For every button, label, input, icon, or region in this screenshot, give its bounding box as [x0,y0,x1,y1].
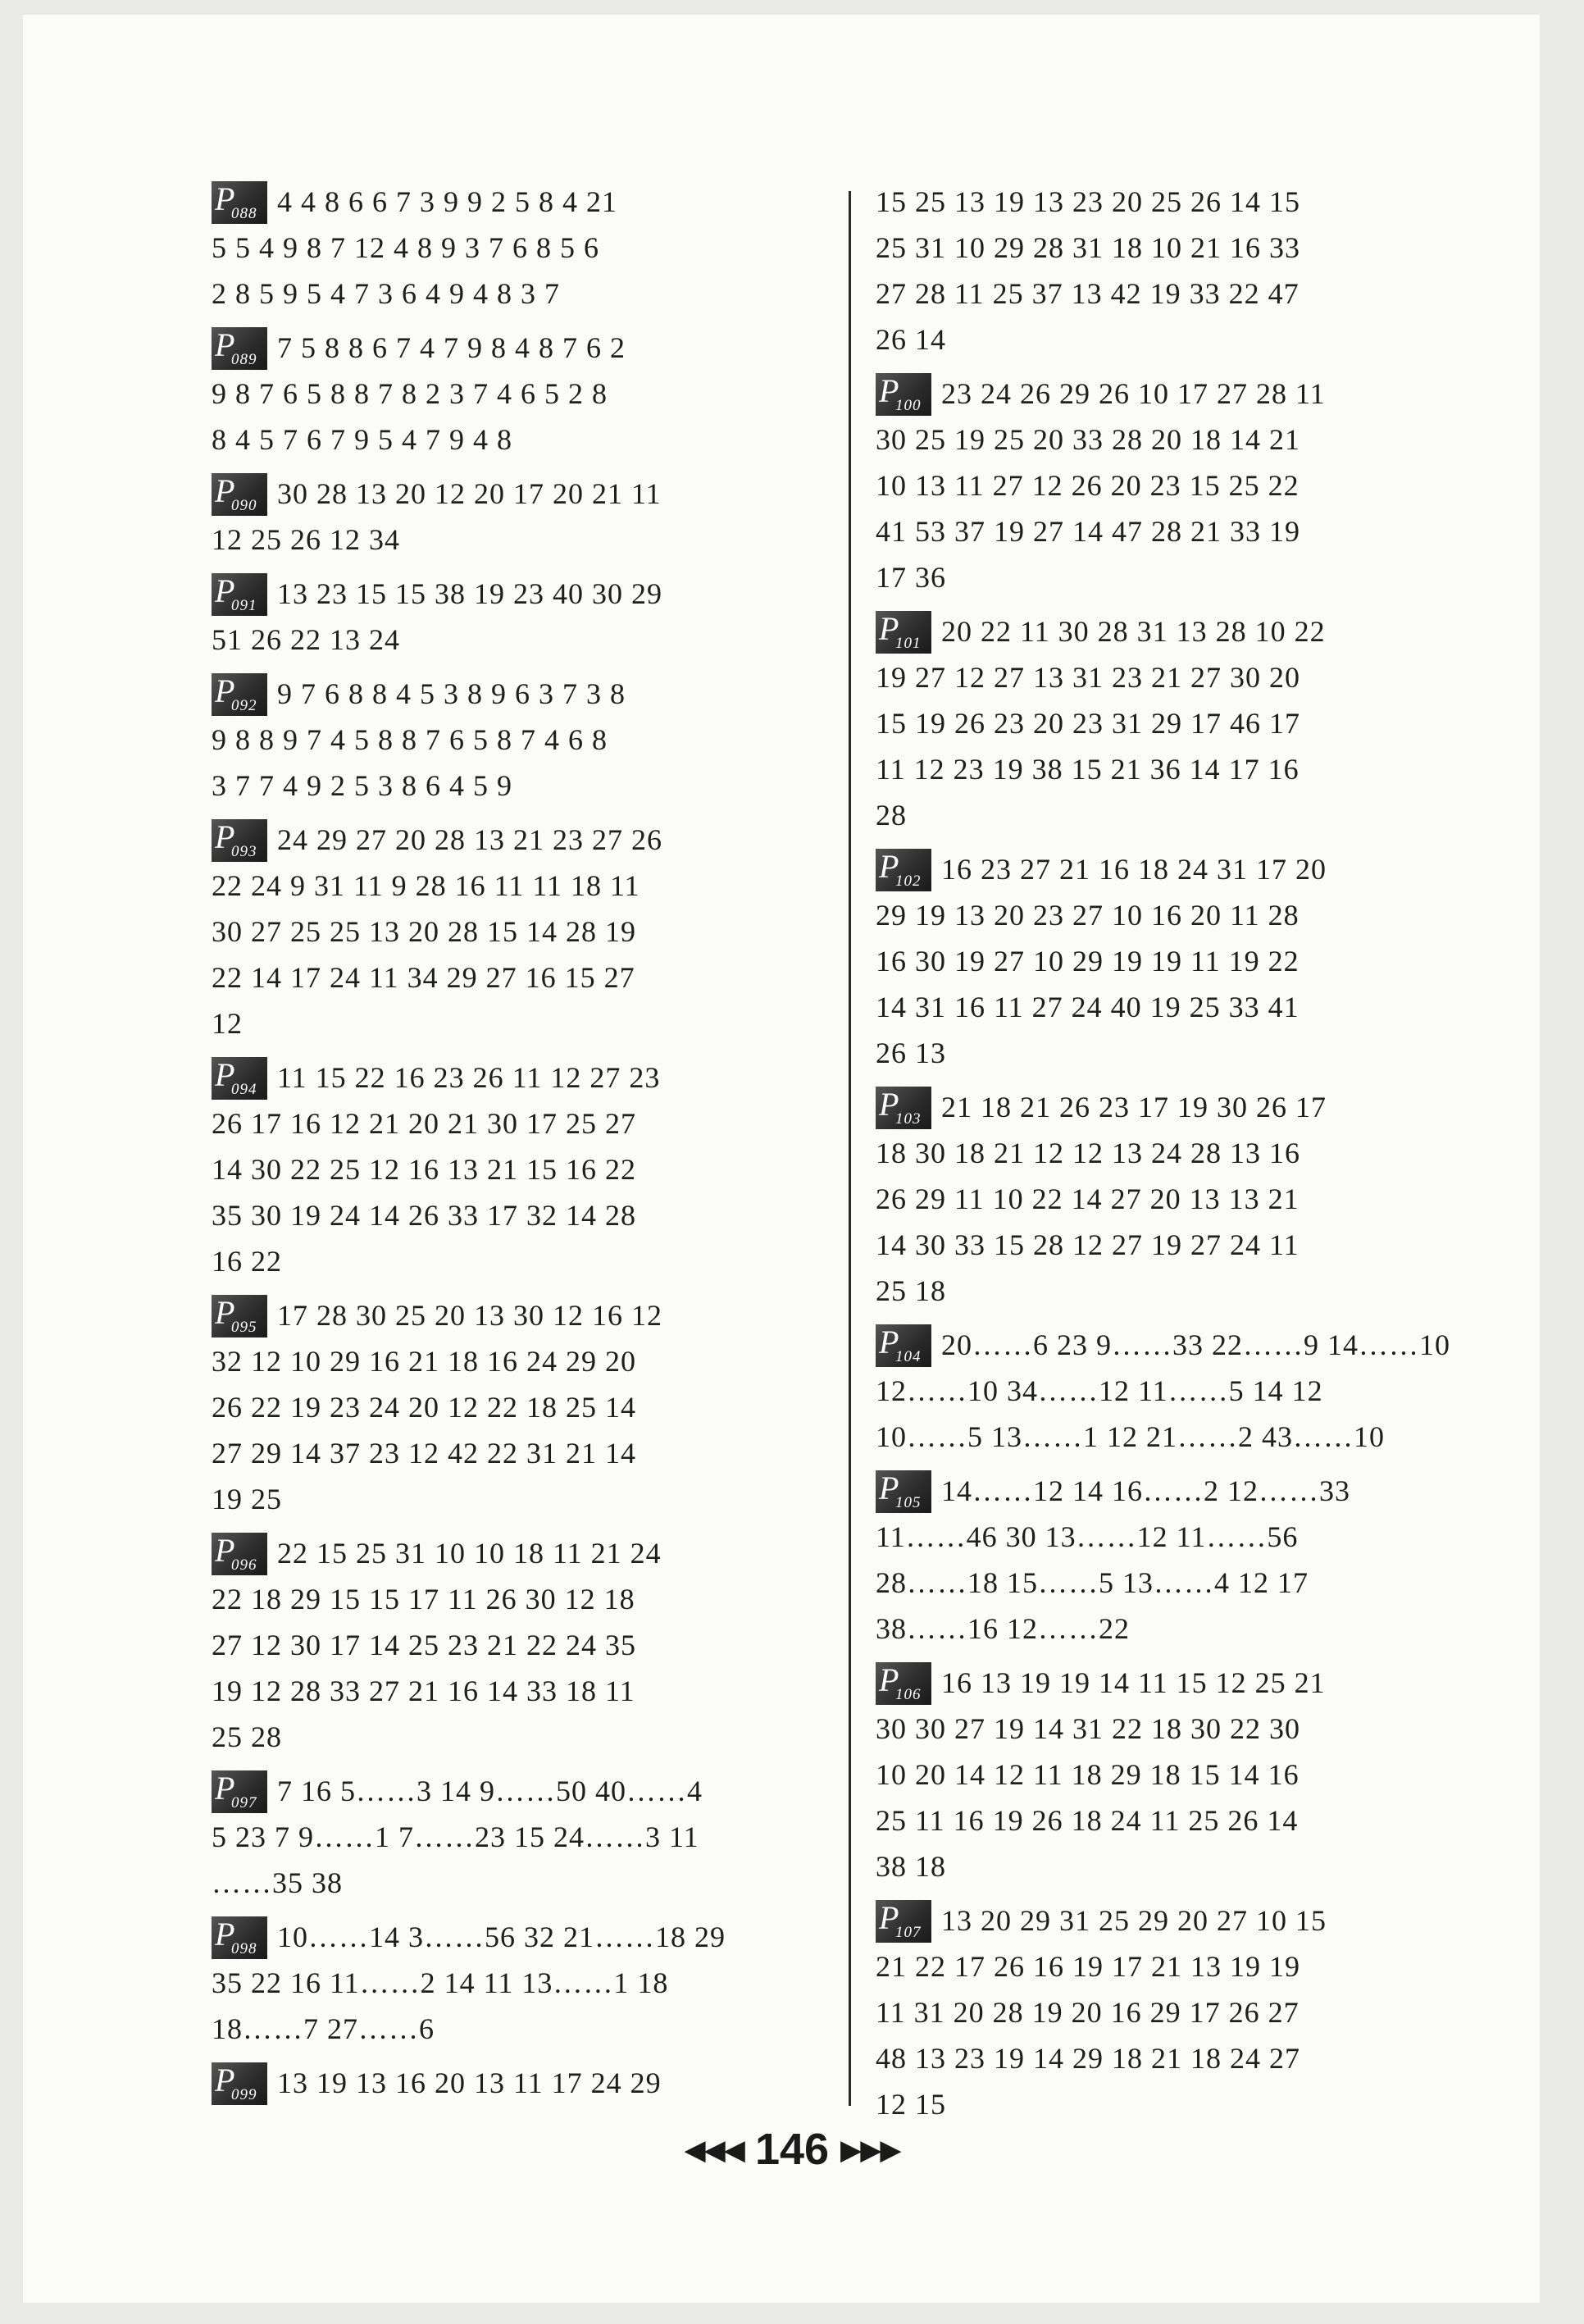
answer-line [876,1660,1507,1706]
answer-text: 14 30 33 15 28 12 27 19 27 24 11 [876,1228,1300,1261]
answer-line [212,417,835,463]
page-badge [212,1533,267,1575]
answer-text: 16 30 19 27 10 29 19 19 11 19 22 [876,945,1300,977]
answer-text: 20……6 23 9……33 22……9 14……10 [941,1328,1450,1361]
answer-line [212,1430,835,1476]
page-badge-letter: P [215,1769,236,1807]
answer-line [876,417,1507,463]
page-badge-letter: P [215,472,236,509]
answer-line [212,1000,835,1046]
answer-line [212,517,835,563]
answer-section [212,1914,835,2052]
answer-line [212,1192,835,1238]
column-divider [849,191,851,2106]
answer-text: 25 31 10 29 28 31 18 10 21 16 33 [876,231,1300,264]
answer-line [212,325,835,371]
answer-line [876,179,1507,225]
page-badge-number: 104 [895,1347,922,1365]
answer-section [876,371,1507,600]
answer-text: 30 28 13 20 12 20 17 20 21 11 [277,477,662,510]
answer-text: 14 30 22 25 12 16 13 21 15 16 22 [212,1153,636,1186]
answer-text: 22 18 29 15 15 17 11 26 30 12 18 [212,1583,635,1615]
page-badge-letter: P [879,371,900,409]
answer-line [876,1268,1507,1314]
answer-line [212,763,835,809]
answer-text: 32 12 10 29 16 21 18 16 24 29 20 [212,1345,636,1378]
answer-text: 22 15 25 31 10 10 18 11 21 24 [277,1537,662,1570]
answer-line [876,700,1507,746]
answer-text: 10……5 13……1 12 21……2 43……10 [876,1420,1385,1453]
answer-line [212,271,835,317]
left-arrows-icon: ◀◀◀ [684,2135,744,2166]
answer-line [876,792,1507,838]
answer-line [876,225,1507,271]
answer-text: 5 23 7 9……1 7……23 15 24……3 11 [212,1820,699,1853]
answer-text: 22 24 9 31 11 9 28 16 11 11 18 11 [212,869,640,902]
answer-text: 12……10 34……12 11……5 14 12 [876,1374,1323,1407]
answer-line [876,1606,1507,1652]
answer-section [212,179,835,317]
answer-text: 17 28 30 25 20 13 30 12 16 12 [277,1299,662,1332]
page-badge-number: 088 [231,204,257,222]
page-badge [876,1662,931,1705]
page-badge [212,327,267,370]
page-badge [212,2062,267,2105]
answer-line [212,617,835,663]
answer-text: 27 12 30 17 14 25 23 21 22 24 35 [212,1629,636,1661]
answer-line [876,371,1507,417]
answer-line [212,1530,835,1576]
answer-text: 38……16 12……22 [876,1612,1130,1645]
answer-text: 13 20 29 31 25 29 20 27 10 15 [941,1904,1327,1937]
answer-line [212,671,835,717]
answer-text: 23 24 26 29 26 10 17 27 28 11 [941,377,1326,410]
page-badge-number: 091 [231,596,257,614]
answer-line [876,1322,1507,1368]
page-badge-number: 103 [895,1110,922,1128]
answer-line [876,271,1507,317]
answer-section [212,2060,835,2106]
answer-line [212,471,835,517]
answer-line [876,654,1507,700]
answer-line [212,2006,835,2052]
answer-text: 16 22 [212,1245,282,1278]
answer-text: 18 30 18 21 12 12 13 24 28 13 16 [876,1137,1300,1169]
answer-text: 29 19 13 20 23 27 10 16 20 11 28 [876,899,1300,932]
answer-text: 20 22 11 30 28 31 13 28 10 22 [941,615,1326,648]
page-badge-number: 099 [231,2085,257,2103]
answer-text: 10 20 14 12 11 18 29 18 15 14 16 [876,1758,1300,1791]
answer-section [212,471,835,563]
answer-line [876,1989,1507,2035]
answer-line [212,1146,835,1192]
answer-text: 19 25 [212,1483,282,1515]
answer-line [212,1914,835,1960]
page-badge [212,473,267,516]
answer-text: 21 18 21 26 23 17 19 30 26 17 [941,1091,1327,1123]
page-badge-letter: P [215,818,236,855]
page-badge-letter: P [879,1085,900,1123]
answer-line [876,1843,1507,1889]
answer-line [212,863,835,909]
answer-section [876,846,1507,1076]
answer-text: 26 29 11 10 22 14 27 20 13 13 21 [876,1183,1300,1215]
answer-text: 11 31 20 28 19 20 16 29 17 26 27 [876,1996,1300,2029]
answer-line [212,571,835,617]
page-badge [876,373,931,416]
answer-text: 11 12 23 19 38 15 21 36 14 17 16 [876,753,1300,786]
answer-line [212,1860,835,1906]
answer-section [876,1468,1507,1652]
answer-text: 15 25 13 19 13 23 20 25 26 14 15 [876,185,1300,218]
answer-section [212,1768,835,1906]
left-column [212,179,835,2114]
page-badge-number: 090 [231,496,257,514]
page-badge-number: 106 [895,1685,922,1703]
answer-text: 19 12 28 33 27 21 16 14 33 18 11 [212,1675,635,1707]
answer-line [876,1514,1507,1560]
answer-section [876,1660,1507,1889]
answer-text: 26 13 [876,1037,946,1069]
page-badge [876,611,931,654]
answer-line [876,608,1507,654]
answer-text: 7 5 8 8 6 7 4 7 9 8 4 8 7 6 2 [277,331,626,364]
page-badge [212,1916,267,1959]
answer-line [876,938,1507,984]
answer-line [876,463,1507,508]
answer-text: 13 23 15 15 38 19 23 40 30 29 [277,577,662,610]
answer-text: 38 18 [876,1850,946,1883]
answer-line [876,1798,1507,1843]
answer-text: 21 22 17 26 16 19 17 21 13 19 19 [876,1950,1300,1983]
answer-section [876,1322,1507,1460]
page-badge-letter: P [215,180,236,217]
page-badge-letter: P [215,1055,236,1093]
page-badge-letter: P [215,1293,236,1331]
answer-line [876,846,1507,892]
answer-text: 16 13 19 19 14 11 15 12 25 21 [941,1666,1326,1699]
answer-text: 3 7 7 4 9 2 5 3 8 6 4 5 9 [212,769,512,802]
page-badge [212,673,267,716]
page-badge [212,1057,267,1100]
answer-text: 12 25 26 12 34 [212,523,400,556]
page-badge-number: 089 [231,350,257,368]
answer-text: 35 30 19 24 14 26 33 17 32 14 28 [212,1199,636,1232]
answer-line [876,1368,1507,1414]
answer-text: 26 22 19 23 24 20 12 22 18 25 14 [212,1391,636,1424]
page-badge-number: 101 [895,634,922,652]
page-number: 146 [754,2125,830,2174]
page-badge-number: 100 [895,396,922,414]
answer-text: 18……7 27……6 [212,2012,435,2045]
answer-text: 35 22 16 11……2 14 11 13……1 18 [212,1966,669,1999]
answer-line [212,1714,835,1760]
page-badge-number: 105 [895,1493,922,1511]
page-badge [212,1295,267,1337]
answer-text: 24 29 27 20 28 13 21 23 27 26 [277,823,662,856]
answer-line [212,909,835,955]
page-badge-letter: P [879,1469,900,1506]
answer-line [876,1468,1507,1514]
answer-text: 5 5 4 9 8 7 12 4 8 9 3 7 6 8 5 6 [212,231,599,264]
answer-section [876,608,1507,838]
page-badge-number: 107 [895,1923,922,1941]
right-arrows-icon: ▶▶▶ [840,2135,900,2166]
page-badge-letter: P [879,1323,900,1360]
answer-line [212,2060,835,2106]
page-badge-number: 097 [231,1793,257,1811]
answer-text: 25 11 16 19 26 18 24 11 25 26 14 [876,1804,1299,1837]
answer-line [212,1292,835,1338]
answer-text: 10……14 3……56 32 21……18 29 [277,1921,726,1953]
answer-section [212,1530,835,1760]
answer-section [876,1898,1507,2127]
answer-text: 7 16 5……3 14 9……50 40……4 [277,1775,703,1807]
answer-text: 16 23 27 21 16 18 24 31 17 20 [941,853,1327,886]
page-badge [876,1324,931,1367]
answer-line [876,984,1507,1030]
page-badge-letter: P [215,326,236,363]
answer-line [876,1176,1507,1222]
page-badge [876,1470,931,1513]
page-badge-number: 102 [895,872,922,890]
answer-line [212,955,835,1000]
answer-text: 27 29 14 37 23 12 42 22 31 21 14 [212,1437,636,1470]
answer-text: 14……12 14 16……2 12……33 [941,1474,1350,1507]
page-badge-letter: P [879,609,900,647]
answer-line [876,1898,1507,1944]
answer-text: 26 14 [876,323,946,356]
page-badge-number: 095 [231,1318,257,1336]
page-badge-letter: P [215,1531,236,1569]
answer-text: 12 15 [876,2088,946,2121]
answer-line [876,1752,1507,1798]
answer-line [876,1560,1507,1606]
answer-line [212,1100,835,1146]
page-badge [212,181,267,224]
page-badge-letter: P [879,1898,900,1936]
answer-text: 26 17 16 12 21 20 21 30 17 25 27 [212,1107,636,1140]
answer-text: 9 7 6 8 8 4 5 3 8 9 6 3 7 3 8 [277,677,626,710]
answer-section [876,1084,1507,1314]
answer-text: 25 28 [212,1720,282,1753]
answer-line [212,1338,835,1384]
answer-text: 15 19 26 23 20 23 31 29 17 46 17 [876,707,1300,740]
answer-line [212,1768,835,1814]
page-badge-letter: P [215,572,236,609]
page-badge-letter: P [215,2061,236,2098]
answer-text: 12 [212,1007,243,1040]
answer-section [212,571,835,663]
answer-text: 14 31 16 11 27 24 40 19 25 33 41 [876,991,1300,1023]
page-badge [212,573,267,616]
answer-line [212,1384,835,1430]
page-badge [876,1900,931,1943]
answer-text: 19 27 12 27 13 31 23 21 27 30 20 [876,661,1300,694]
answer-section [876,179,1507,362]
answer-text: 25 18 [876,1274,946,1307]
answer-line [212,1476,835,1522]
answer-text: 11……46 30 13……12 11……56 [876,1520,1299,1553]
answer-section [212,1292,835,1522]
answer-text: 9 8 7 6 5 8 8 7 8 2 3 7 4 6 5 2 8 [212,377,608,410]
answer-text: 28 [876,799,907,832]
answer-text: 10 13 11 27 12 26 20 23 15 25 22 [876,469,1300,502]
page-badge-number: 093 [231,842,257,860]
answer-line [876,508,1507,554]
answer-text: 30 25 19 25 20 33 28 20 18 14 21 [876,423,1300,456]
page-badge-number: 092 [231,696,257,714]
answer-line [212,1814,835,1860]
answer-text: 22 14 17 24 11 34 29 27 16 15 27 [212,961,635,994]
answer-line [212,1622,835,1668]
answer-line [212,1055,835,1100]
answer-text: 51 26 22 13 24 [212,623,400,656]
answer-text: 13 19 13 16 20 13 11 17 24 29 [277,2067,662,2099]
answer-text: 28……18 15……5 13……4 12 17 [876,1566,1309,1599]
answer-line [876,1222,1507,1268]
page-badge [876,849,931,891]
answer-line [212,225,835,271]
answer-line [876,1944,1507,1989]
right-column [876,179,1507,2135]
answer-line [876,1030,1507,1076]
answer-line [876,746,1507,792]
answer-line [876,2035,1507,2081]
answer-line [876,317,1507,362]
answer-line [212,717,835,763]
page-badge-number: 098 [231,1939,257,1957]
answer-section [212,817,835,1046]
answer-section [212,1055,835,1284]
answer-line [212,1668,835,1714]
answer-text: 30 30 27 19 14 31 22 18 30 22 30 [876,1712,1300,1745]
answer-line [212,1238,835,1284]
page-badge [876,1087,931,1129]
answer-page [23,15,1540,2303]
answer-section [212,671,835,809]
page-badge [212,819,267,862]
page-badge-letter: P [879,1661,900,1698]
answer-line [212,179,835,225]
answer-text: 41 53 37 19 27 14 47 28 21 33 19 [876,515,1300,548]
answer-text: 2 8 5 9 5 4 7 3 6 4 9 4 8 3 7 [212,277,560,310]
answer-text: 8 4 5 7 6 7 9 5 4 7 9 4 8 [212,423,512,456]
answer-line [876,554,1507,600]
answer-line [876,892,1507,938]
page-badge-letter: P [215,672,236,709]
page-badge [212,1770,267,1813]
page-badge-number: 096 [231,1556,257,1574]
answer-line [876,2081,1507,2127]
answer-line [876,1414,1507,1460]
page-badge-letter: P [215,1915,236,1953]
answer-text: ……35 38 [212,1866,343,1899]
answer-text: 27 28 11 25 37 13 42 19 33 22 47 [876,277,1300,310]
answer-text: 9 8 8 9 7 4 5 8 8 7 6 5 8 7 4 6 8 [212,723,608,756]
page-footer [0,2124,1584,2175]
answer-line [212,371,835,417]
answer-line [876,1706,1507,1752]
answer-line [212,1960,835,2006]
page-badge-letter: P [879,847,900,885]
answer-line [876,1130,1507,1176]
answer-text: 30 27 25 25 13 20 28 15 14 28 19 [212,915,636,948]
answer-text: 4 4 8 6 6 7 3 9 9 2 5 8 4 21 [277,185,617,218]
answer-line [212,817,835,863]
answer-text: 48 13 23 19 14 29 18 21 18 24 27 [876,2042,1300,2075]
answer-line [212,1576,835,1622]
answer-text: 11 15 22 16 23 26 11 12 27 23 [277,1061,661,1094]
answer-section [212,325,835,463]
answer-text: 17 36 [876,561,946,594]
page-badge-number: 094 [231,1080,257,1098]
answer-line [876,1084,1507,1130]
